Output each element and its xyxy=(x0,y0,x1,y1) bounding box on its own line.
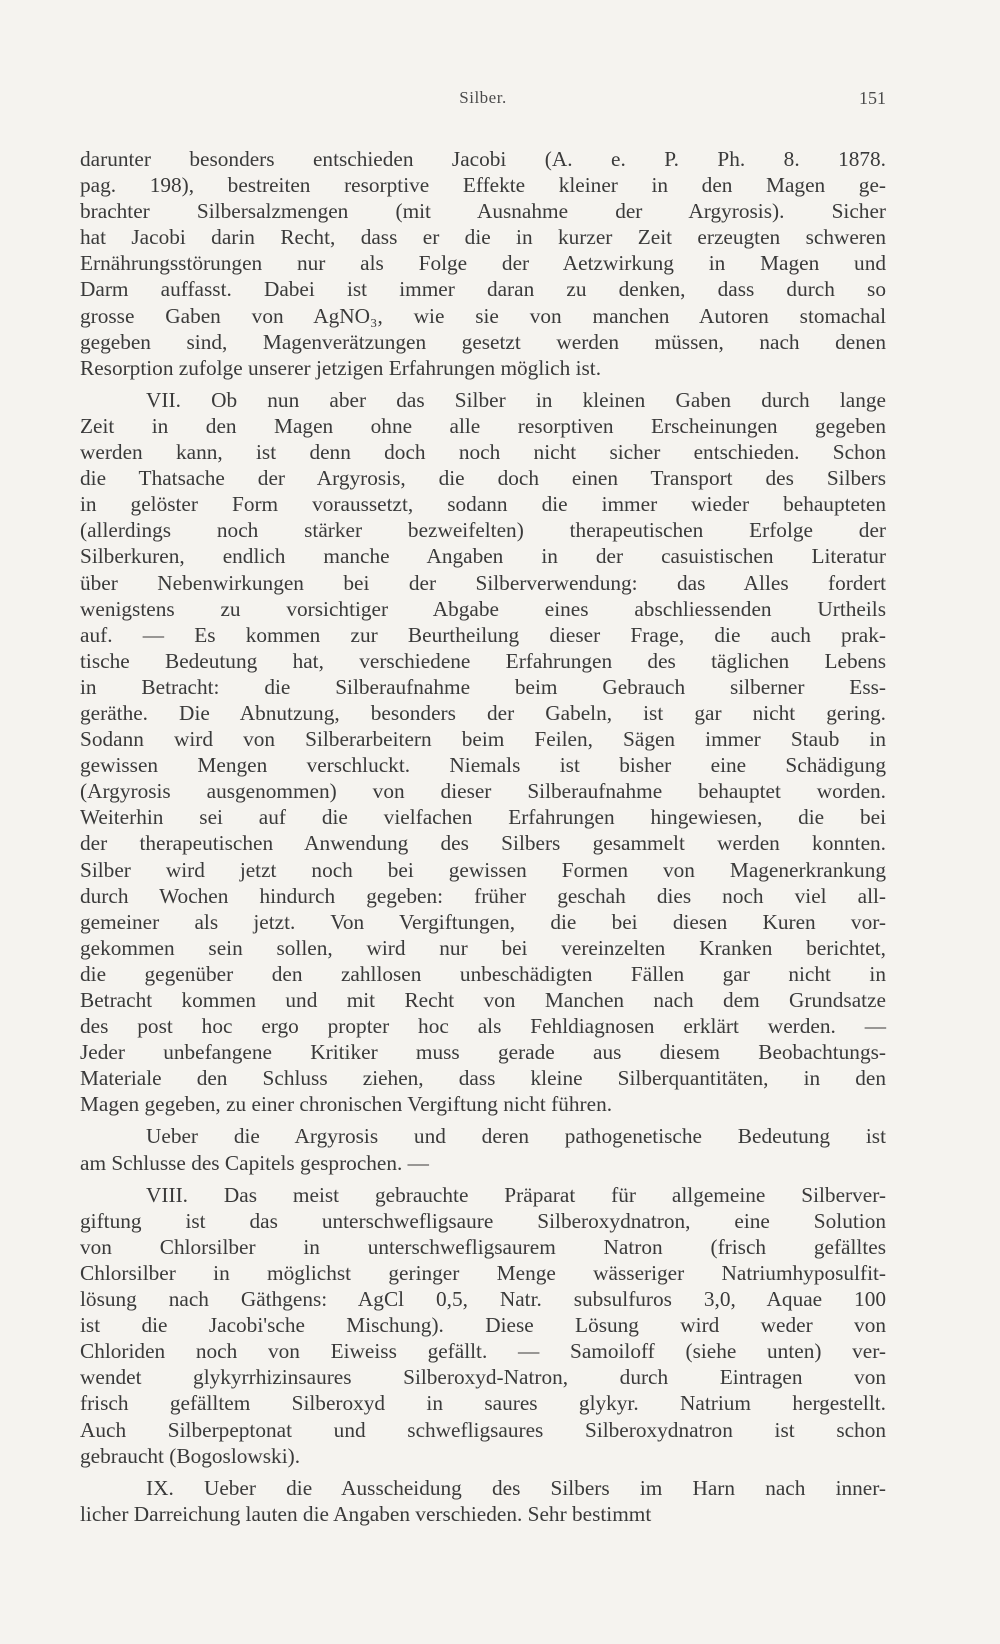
text-line: Darm auffasst. Dabei ist immer daran zu denken, dass durch so xyxy=(80,277,886,302)
page-header xyxy=(80,88,886,118)
text-line: die Thatsache der Argyrosis, die doch einen Transport des Silbers xyxy=(80,466,886,491)
text-line: gewissen Mengen verschluckt. Niemals ist bisher eine Schädigung xyxy=(80,753,886,778)
text-line: wenigstens zu vorsichtiger Abgabe eines abschliessenden Urtheils xyxy=(80,596,886,621)
text-line: lösung nach Gäthgens: AgCl 0,5, Natr. subsulfuros 3,0, Aquae 100 xyxy=(80,1287,886,1312)
text-line: in gelöster Form voraussetzt, sodann die immer wieder behaupteten xyxy=(80,492,886,517)
text-line: (allerdings noch stärker bezweifelten) therapeutischen Erfolge der xyxy=(80,518,886,543)
text-line: (Argyrosis ausgenommen) von dieser Silberaufnahme behauptet worden. xyxy=(80,779,886,804)
text-line: Ueber die Argyrosis und deren pathogenetische Bedeutung ist xyxy=(146,1124,886,1149)
text-line: gebraucht (Bogoslowski). xyxy=(80,1443,301,1468)
text-line: die gegenüber den zahllosen unbeschädigten Fällen gar nicht in xyxy=(80,961,886,986)
text-line: gemeiner als jetzt. Von Vergiftungen, die bei diesen Kuren vor- xyxy=(80,909,886,934)
text-line: pag. 198), bestreiten resorptive Effekte kleiner in den Magen ge- xyxy=(80,173,886,198)
text-line: grosse Gaben von AgNO₃, wie sie von manchen Autoren stomachal xyxy=(80,303,886,328)
paragraph xyxy=(80,1475,886,1527)
text-line: darunter besonders entschieden Jacobi (A. e. P. Ph. 8. 1878. xyxy=(80,147,886,171)
text-line: tische Bedeutung hat, verschiedene Erfahrungen des täglichen Lebens xyxy=(80,648,886,673)
text-line: gekommen sein sollen, wird nur bei vereinzelten Kranken berichtet, xyxy=(80,935,886,960)
paragraph xyxy=(80,387,886,1118)
text-line: der therapeutischen Anwendung des Silbers gesammelt werden konnten. xyxy=(80,831,886,856)
text-line: in Betracht: die Silberaufnahme beim Gebrauch silberner Ess- xyxy=(80,674,886,699)
text-line: Silberkuren, endlich manche Angaben in der casuistischen Literatur xyxy=(80,544,886,569)
text-line: auf. — Es kommen zur Beurtheilung dieser Frage, die auch prak- xyxy=(80,622,886,647)
text-line: werden kann, ist denn doch noch nicht sicher entschieden. Schon xyxy=(80,440,886,465)
text-line: Silber wird jetzt noch bei gewissen Formen von Magenerkrankung xyxy=(80,857,886,882)
text-line: Materiale den Schluss ziehen, dass kleine Silberquantitäten, in den xyxy=(80,1066,886,1091)
text-line: Weiterhin sei auf die vielfachen Erfahrungen hingewiesen, die bei xyxy=(80,805,886,830)
text-line: des post hoc ergo propter hoc als Fehldiagnosen erklärt werden. — xyxy=(80,1014,886,1039)
text-line: Auch Silberpeptonat und schwefligsaures Silberoxydnatron ist schon xyxy=(80,1417,886,1442)
text-line: Betracht kommen und mit Recht von Manchen nach dem Grundsatze xyxy=(80,988,886,1012)
text-line: geräthe. Die Abnutzung, besonders der Gabeln, ist gar nicht gering. xyxy=(80,700,886,725)
text-line: Ernährungsstörungen nur als Folge der Aetzwirkung in Magen und xyxy=(80,251,886,276)
text-line: VII. Ob nun aber das Silber in kleinen Gaben durch lange xyxy=(146,387,886,412)
running-head: Silber. xyxy=(459,88,507,107)
text-line: wendet glykyrrhizinsaures Silberoxyd-Natron, durch Eintragen von xyxy=(80,1365,886,1390)
text-line: Zeit in den Magen ohne alle resorptiven Erscheinungen gegeben xyxy=(80,413,886,438)
text-line: VIII. Das meist gebrauchte Präparat für allgemeine Silberver- xyxy=(146,1182,886,1207)
text-line: Resorption zufolge unserer jetzigen Erfahrungen möglich ist. xyxy=(80,355,602,380)
text-line: IX. Ueber die Ausscheidung des Silbers im Harn nach inner- xyxy=(146,1475,886,1500)
text-line: Chlorsilber in möglichst geringer Menge wässeriger Natriumhyposulfit- xyxy=(80,1260,886,1285)
paragraph xyxy=(80,1182,886,1469)
text-line: Jeder unbefangene Kritiker muss gerade aus diesem Beobachtungs- xyxy=(80,1040,886,1065)
page-number: 151 xyxy=(859,88,886,108)
paragraph xyxy=(80,1123,886,1175)
text-line: giftung ist das unterschwefligsaure Silberoxydnatron, eine Solution xyxy=(80,1208,886,1233)
text-line: Chloriden noch von Eiweiss gefällt. — Samoiloff (siehe unten) ver- xyxy=(80,1339,886,1364)
body-text xyxy=(80,146,886,1527)
text-line: frisch gefälltem Silberoxyd in saures glykyr. Natrium hergestellt. xyxy=(80,1391,886,1416)
text-line: ist die Jacobi'sche Mischung). Diese Lösung wird weder von xyxy=(80,1313,886,1338)
text-line: hat Jacobi darin Recht, dass er die in kurzer Zeit erzeugten schweren xyxy=(80,225,886,250)
text-line: Magen gegeben, zu einer chronischen Vergiftung nicht führen. xyxy=(80,1092,613,1117)
text-line: gegeben sind, Magenverätzungen gesetzt werden müssen, nach denen xyxy=(80,329,886,354)
text-line: am Schlusse des Capitels gesprochen. — xyxy=(80,1150,429,1175)
text-line: brachter Silbersalzmengen (mit Ausnahme der Argyrosis). Sicher xyxy=(80,199,886,224)
paragraph xyxy=(80,146,886,381)
text-line: licher Darreichung lauten die Angaben verschieden. Sehr bestimmt xyxy=(80,1501,652,1526)
text-line: durch Wochen hindurch gegeben: früher geschah dies noch viel all- xyxy=(80,883,886,908)
text-line: über Nebenwirkungen bei der Silberverwendung: das Alles fordert xyxy=(80,570,886,595)
text-line: Sodann wird von Silberarbeitern beim Feilen, Sägen immer Staub in xyxy=(80,727,886,752)
text-line: von Chlorsilber in unterschwefligsaurem Natron (frisch gefälltes xyxy=(80,1234,886,1259)
